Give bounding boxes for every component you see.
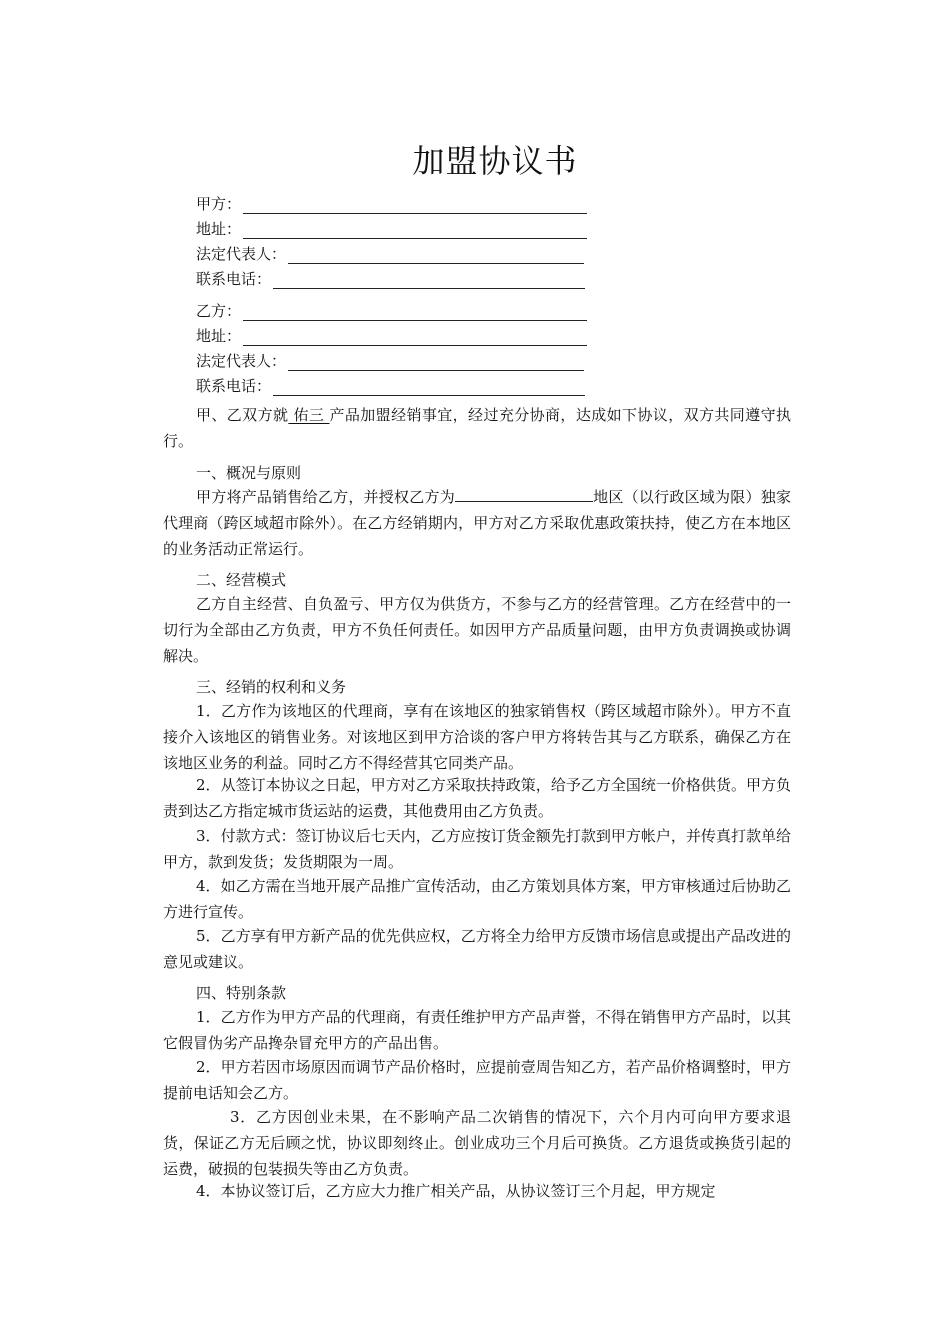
party-b-rep-label: 法定代表人： — [196, 352, 287, 370]
party-b-name-blank[interactable] — [243, 304, 587, 321]
party-b-phone-blank[interactable] — [273, 379, 585, 396]
party-b-address-label: 地址： — [196, 327, 242, 345]
party-b-name-field — [196, 297, 587, 321]
party-a-rep-label: 法定代表人： — [196, 245, 287, 263]
party-b-rep-blank[interactable] — [288, 354, 584, 371]
region-blank[interactable] — [455, 485, 593, 502]
party-a-address-field — [196, 215, 587, 239]
party-a-name-label: 甲方： — [196, 195, 242, 213]
party-a-phone-label: 联系电话： — [196, 270, 272, 288]
party-b-phone-label: 联系电话： — [196, 377, 272, 395]
party-a-rep-field — [196, 240, 584, 264]
party-b-address-blank[interactable] — [243, 329, 587, 346]
section-1-text-b: 地区（以行政区域为限）独家代理商（跨区域超市除外）。在乙方经销期内，甲方对乙方采取优惠政策扶持，使乙方在本地区的业务活动正常运行。 — [163, 488, 791, 558]
document-title: 加盟协议书 — [412, 142, 578, 180]
party-b-address-field — [196, 322, 587, 346]
section-4-heading: 四、特别条款 — [196, 984, 287, 1002]
party-b-rep-field — [196, 347, 584, 371]
party-a-address-label: 地址： — [196, 220, 242, 238]
section-3-item: 3．付款方式：签订协议后七天内，乙方应按订货金额先打款到甲方帐户，并传真打款单给甲方，款到发货；发货期限为一周。 — [163, 827, 791, 871]
intro-paragraph — [163, 402, 791, 454]
section-1-heading: 一、概况与原则 — [196, 464, 302, 482]
section-4-item: 2．甲方若因市场原因而调节产品价格时，应提前壹周告知乙方，若产品价格调整时，甲方提前电话知会乙方。 — [163, 1058, 791, 1102]
section-1-text-a: 甲方将产品销售给乙方，并授权乙方为 — [196, 488, 455, 506]
intro-suffix: 产品加盟经销事宜，经过充分协商，达成如下协议，双方共同遵守执行。 — [163, 406, 791, 450]
section-1-paragraph — [163, 484, 791, 562]
section-3-item: 2．从签订本协议之日起，甲方对乙方采取扶持政策，给予乙方全国统一价格供货。甲方负责到达乙方指定城市货运站的运费，其他费用由乙方负责。 — [163, 776, 791, 820]
intro-prefix: 甲、乙双方就 — [196, 406, 289, 424]
section-4-item: 3．乙方因创业未果，在不影响产品二次销售的情况下，六个月内可向甲方要求退货，保证乙方无后顾之忧，协议即刻终止。创业成功三个月后可换货。乙方退货或换货引起的运费，破损的包装损失等由乙方负责。 — [163, 1108, 791, 1178]
section-3-heading: 三、经销的权利和义务 — [196, 678, 347, 696]
section-2-paragraph: 乙方自主经营、自负盈亏、甲方仅为供货方，不参与乙方的经营管理。乙方在经营中的一切行为全部由乙方负责，甲方不负任何责任。如因甲方产品质量问题，由甲方负责调换或协调解决。 — [163, 595, 791, 665]
intro-product-name: 佑三 — [288, 406, 330, 424]
section-2-heading: 二、经营模式 — [196, 571, 287, 589]
section-4-item: 4．本协议签订后，乙方应大力推广相关产品，从协议签订三个月起，甲方规定 — [196, 1182, 716, 1200]
party-a-rep-blank[interactable] — [288, 247, 584, 264]
party-a-phone-blank[interactable] — [273, 272, 585, 289]
section-3-item: 5．乙方享有甲方新产品的优先供应权，乙方将全力给甲方反馈市场信息或提出产品改进的意见或建议。 — [163, 927, 791, 971]
section-3-item: 1．乙方作为该地区的代理商，享有在该地区的独家销售权（跨区域超市除外）。甲方不直接介入该地区的销售业务。对该地区到甲方洽谈的客户甲方将转告其与乙方联系，确保乙方在该地区业务的利益。同时乙方不得经营其它同类产品。 — [163, 702, 791, 772]
section-4-item: 1．乙方作为甲方产品的代理商，有责任维护甲方产品声誉，不得在销售甲方产品时，以其它假冒伪劣产品搀杂冒充甲方的产品出售。 — [163, 1008, 791, 1052]
party-a-name-blank[interactable] — [243, 197, 587, 214]
party-a-name-field — [196, 190, 587, 214]
party-b-name-label: 乙方： — [196, 302, 242, 320]
section-3-item: 4．如乙方需在当地开展产品推广宣传活动，由乙方策划具体方案，甲方审核通过后协助乙方进行宣传。 — [163, 877, 791, 921]
party-a-phone-field — [196, 265, 585, 289]
party-a-address-blank[interactable] — [243, 222, 587, 239]
party-b-phone-field — [196, 372, 585, 396]
